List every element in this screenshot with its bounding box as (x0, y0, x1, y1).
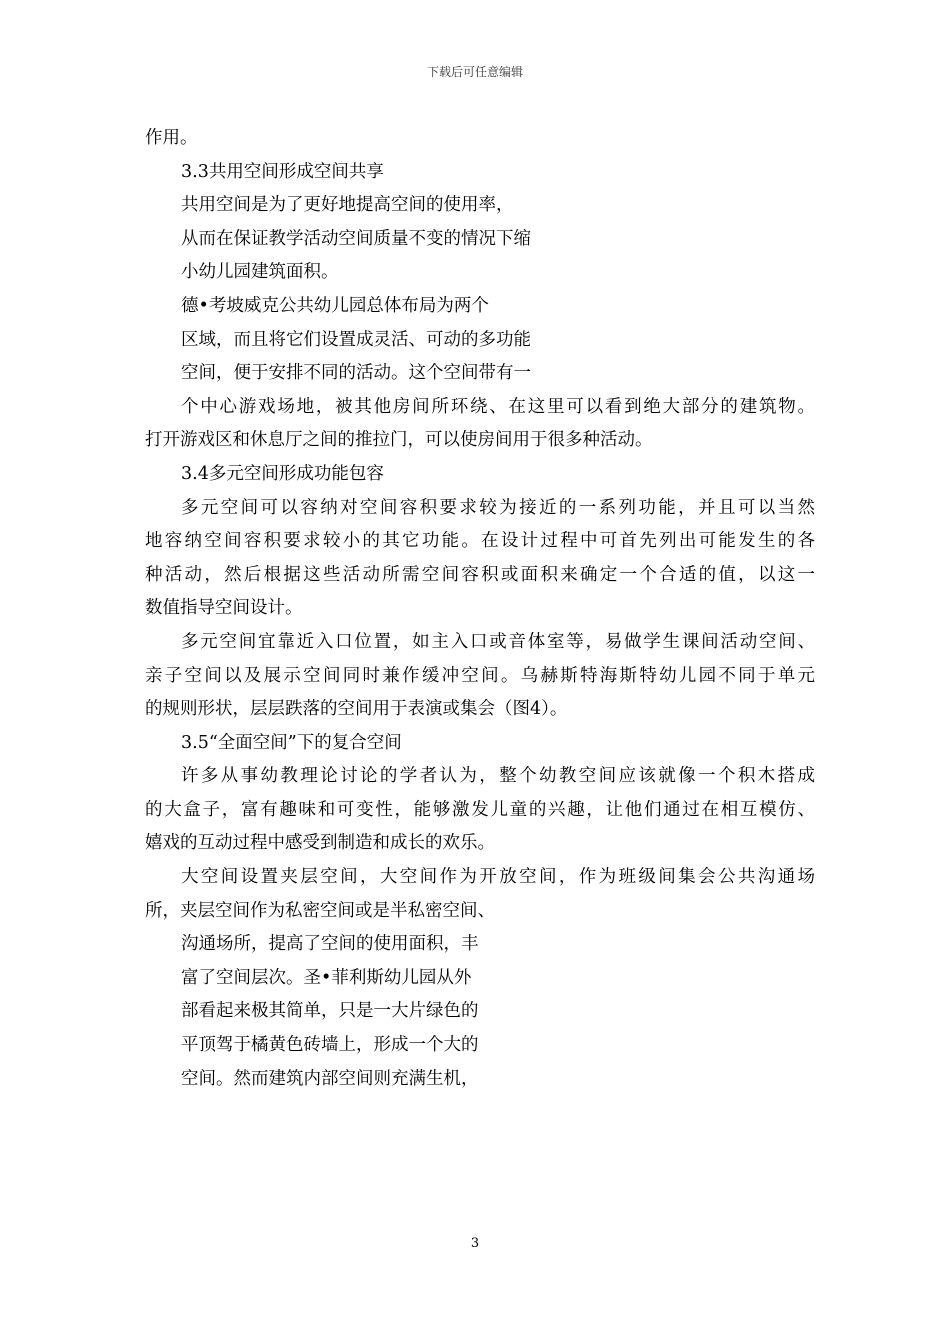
body-line: 种活动，然后根据这些活动所需空间容积或面积来确定一个合适的值，以这一 (145, 564, 815, 585)
body-line: 富了空间层次。圣•菲利斯幼儿园从外 (181, 967, 472, 988)
body-line: 空间。然而建筑内部空间则充满生机， (181, 1068, 479, 1089)
section-heading: 3.3共用空间形成空间共享 (181, 161, 384, 182)
body-line: 小幼儿园建筑面积。 (181, 262, 339, 283)
body-line: 地容纳空间容积要求较小的其它功能。在设计过程中可首先列出可能发生的各 (145, 531, 815, 552)
body-line: 沟通场所，提高了空间的使用面积，丰 (181, 934, 479, 955)
page-header: 下载后可任意编辑 (426, 65, 523, 79)
body-line: 的大盒子，富有趣味和可变性，能够激发儿童的兴趣，让他们通过在相互模仿、 (145, 799, 815, 820)
body-line: 区域，而且将它们设置成灵活、可动的多功能 (181, 329, 531, 350)
body-line: 德•考坡威克公共幼儿园总体布局为两个 (181, 295, 489, 316)
body-line: 从而在保证教学活动空间质量不变的情况下缩 (181, 228, 531, 249)
body-line: 多元空间可以容纳对空间容积要求较为接近的一系列功能，并且可以当然 (181, 497, 815, 518)
body-line: 空间，便于安排不同的活动。这个空间带有一 (181, 363, 531, 384)
body-line: 多元空间宜靠近入口位置，如主入口或音体室等，易做学生课间活动空间、 (181, 631, 815, 652)
body-line: 个中心游戏场地，被其他房间所环绕、在这里可以看到绝大部分的建筑物。 (181, 396, 815, 417)
body-line: 亲子空间以及展示空间同时兼作缓冲空间。乌赫斯特海斯特幼儿园不同于单元 (145, 665, 815, 686)
page-number: 3 (470, 1236, 480, 1251)
body-line: 平顶驾于橘黄色砖墙上，形成一个大的 (181, 1035, 479, 1056)
section-heading: 3.4多元空间形成功能包容 (181, 463, 384, 484)
body-line: 所，夹层空间作为私密空间或是半私密空间、 (145, 900, 495, 921)
body-line: 嬉戏的互动过程中感受到制造和成长的欢乐。 (145, 833, 495, 854)
body-line: 共用空间是为了更好地提高空间的使用率， (181, 195, 514, 216)
body-line: 的规则形状，层层跌落的空间用于表演或集会（图4）。 (145, 699, 568, 720)
body-line: 许多从事幼教理论讨论的学者认为，整个幼教空间应该就像一个积木搭成 (181, 766, 815, 787)
document-body (145, 122, 815, 1096)
body-line: 大空间设置夹层空间，大空间作为开放空间，作为班级间集会公共沟通场 (181, 867, 815, 888)
section-heading: 3.5“全面空间”下的复合空间 (181, 732, 402, 753)
body-line: 打开游戏区和休息厅之间的推拉门，可以使房间用于很多种活动。 (145, 430, 653, 451)
body-line: 作用。 (145, 128, 198, 148)
body-line: 数值指导空间设计。 (145, 598, 303, 619)
body-line: 部看起来极其简单，只是一大片绿色的 (181, 1001, 479, 1022)
